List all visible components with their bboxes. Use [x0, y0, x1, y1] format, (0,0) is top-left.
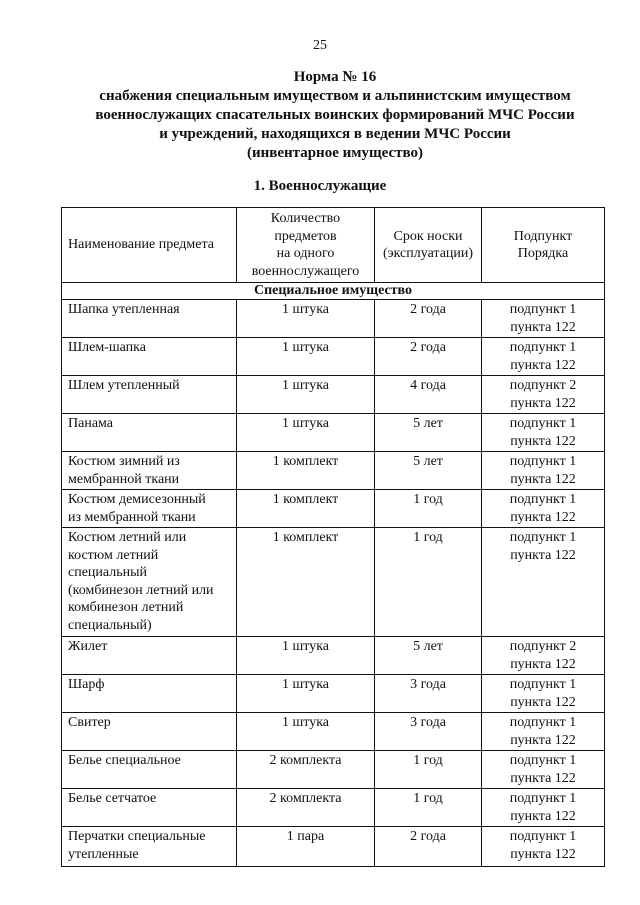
- item-qty: 1 штука: [237, 376, 375, 414]
- item-clause: подпункт 1 пункта 122: [482, 713, 605, 751]
- title-line: Норма № 16: [293, 69, 377, 85]
- item-term: 5 лет: [375, 452, 482, 490]
- header-clause: Подпункт Порядка: [482, 208, 605, 283]
- item-name: Белье сетчатое: [62, 789, 237, 827]
- item-clause: подпункт 2 пункта 122: [482, 376, 605, 414]
- item-term: 3 года: [375, 675, 482, 713]
- title-line: снабжения специальным имуществом и альпинистским имуществом: [99, 88, 571, 104]
- item-clause: подпункт 1 пункта 122: [482, 414, 605, 452]
- item-qty: 1 штука: [237, 300, 375, 338]
- item-clause: подпункт 1 пункта 122: [482, 751, 605, 789]
- item-qty: 1 штука: [237, 338, 375, 376]
- item-name: Жилет: [62, 637, 237, 675]
- header-qty: Количество предметов на одного военнослужащего: [237, 208, 375, 283]
- item-name: Перчатки специальные утепленные: [62, 827, 237, 867]
- norm-table: [61, 207, 605, 867]
- item-term: 5 лет: [375, 414, 482, 452]
- item-name: Шлем утепленный: [62, 376, 237, 414]
- item-term: 4 года: [375, 376, 482, 414]
- item-qty: 1 штука: [237, 637, 375, 675]
- item-term: 1 год: [375, 528, 482, 637]
- group-label: Специальное имущество: [62, 283, 605, 300]
- item-term: 1 год: [375, 490, 482, 528]
- title-line: и учреждений, находящихся в ведении МЧС России: [159, 126, 511, 142]
- table-row: [62, 789, 605, 827]
- item-term: 2 года: [375, 300, 482, 338]
- item-clause: подпункт 1 пункта 122: [482, 827, 605, 867]
- table-row: [62, 751, 605, 789]
- item-name: Костюм демисезонный из мембранной ткани: [62, 490, 237, 528]
- table-row: [62, 338, 605, 376]
- item-qty: 1 комплект: [237, 490, 375, 528]
- item-name: Шапка утепленная: [62, 300, 237, 338]
- item-name: Костюм зимний из мембранной ткани: [62, 452, 237, 490]
- table-header-row: [62, 208, 605, 283]
- item-qty: 2 комплекта: [237, 751, 375, 789]
- table-row: [62, 713, 605, 751]
- table-row: [62, 490, 605, 528]
- item-clause: подпункт 1 пункта 122: [482, 452, 605, 490]
- item-term: 1 год: [375, 789, 482, 827]
- item-clause: подпункт 1 пункта 122: [482, 675, 605, 713]
- page-number: 25: [313, 38, 327, 53]
- document-title: [40, 68, 630, 163]
- group-row: [62, 283, 605, 300]
- item-term: 3 года: [375, 713, 482, 751]
- item-qty: 1 комплект: [237, 452, 375, 490]
- item-name: Свитер: [62, 713, 237, 751]
- table-row: [62, 637, 605, 675]
- header-term: Срок носки (эксплуатации): [375, 208, 482, 283]
- item-name: Белье специальное: [62, 751, 237, 789]
- table-row: [62, 376, 605, 414]
- item-qty: 1 штука: [237, 713, 375, 751]
- title-line: военнослужащих спасательных воинских формирований МЧС России: [95, 107, 575, 123]
- item-qty: 1 штука: [237, 675, 375, 713]
- item-qty: 1 комплект: [237, 528, 375, 637]
- item-clause: подпункт 1 пункта 122: [482, 300, 605, 338]
- item-name: Шарф: [62, 675, 237, 713]
- item-clause: подпункт 1 пункта 122: [482, 789, 605, 827]
- item-clause: подпункт 2 пункта 122: [482, 637, 605, 675]
- item-name: Костюм летний или костюм летний специальный (комбинезон летний или комбинезон летний специальный): [62, 528, 237, 637]
- section-title: 1. Военнослужащие: [253, 178, 387, 194]
- header-name: Наименование предмета: [62, 208, 237, 283]
- item-clause: подпункт 1 пункта 122: [482, 490, 605, 528]
- item-term: 1 год: [375, 751, 482, 789]
- item-term: 2 года: [375, 827, 482, 867]
- item-qty: 2 комплекта: [237, 789, 375, 827]
- table-row: [62, 414, 605, 452]
- item-qty: 1 пара: [237, 827, 375, 867]
- item-term: 5 лет: [375, 637, 482, 675]
- item-clause: подпункт 1 пункта 122: [482, 528, 605, 637]
- item-term: 2 года: [375, 338, 482, 376]
- table-row: [62, 300, 605, 338]
- table-row: [62, 827, 605, 867]
- table-row: [62, 528, 605, 637]
- table-row: [62, 452, 605, 490]
- item-qty: 1 штука: [237, 414, 375, 452]
- title-line: (инвентарное имущество): [246, 145, 423, 161]
- item-name: Панама: [62, 414, 237, 452]
- item-clause: подпункт 1 пункта 122: [482, 338, 605, 376]
- item-name: Шлем-шапка: [62, 338, 237, 376]
- table-row: [62, 675, 605, 713]
